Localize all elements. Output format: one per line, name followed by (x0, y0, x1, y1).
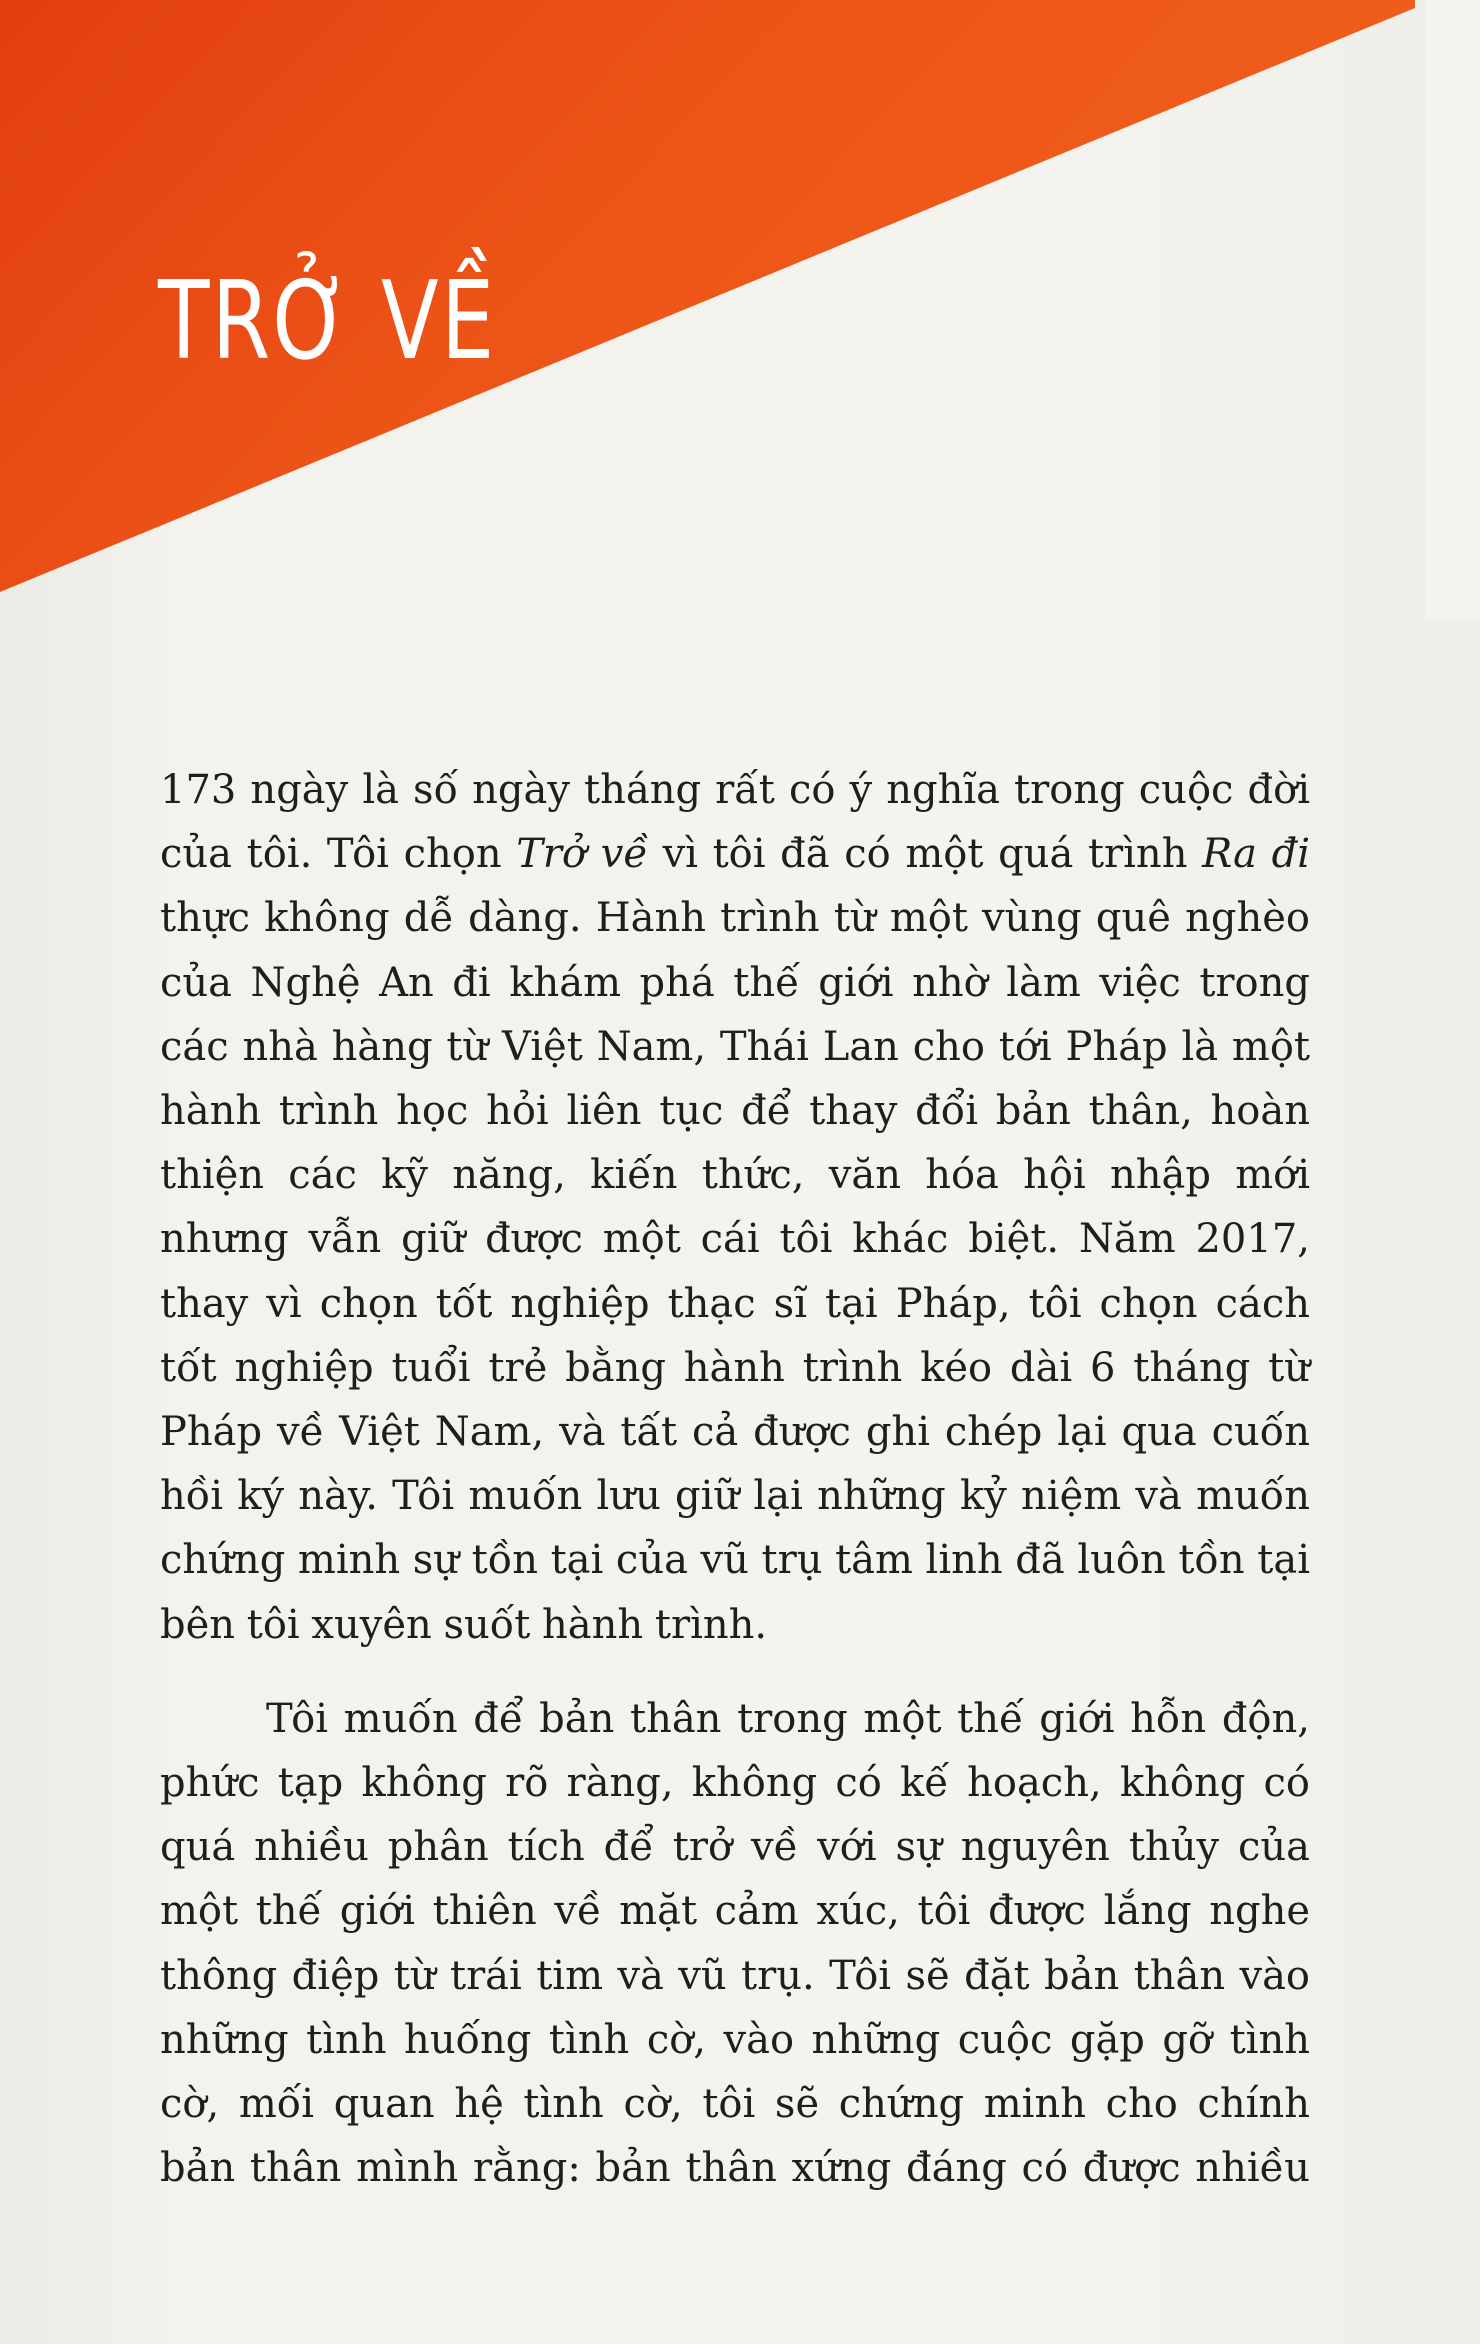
text-line: thực không dễ dàng. Hành trình từ một vùng quê nghèo (160, 895, 1310, 942)
text-line: Pháp về Việt Nam, và tất cả được ghi chép lại qua cuốn (160, 1409, 1310, 1456)
italic-term-ra-di: Ra đi (1202, 831, 1311, 878)
text-line: chứng minh sự tồn tại của vũ trụ tâm linh đã luôn tồn tại (160, 1537, 1310, 1584)
body-text (160, 758, 1310, 2200)
text-line: phức tạp không rõ ràng, không có kế hoạch, không có (160, 1760, 1310, 1807)
text-line: hồi ký này. Tôi muốn lưu giữ lại những kỷ niệm và muốn (160, 1473, 1310, 1520)
text-line: bản thân mình rằng: bản thân xứng đáng có được nhiều (160, 2145, 1310, 2192)
text-line: của Nghệ An đi khám phá thế giới nhờ làm việc trong (160, 959, 1310, 1006)
text-line: Tôi muốn để bản thân trong một thế giới hỗn độn, (266, 1695, 1310, 1742)
paragraph-2 (160, 1687, 1310, 2201)
text-line: 173 ngày là số ngày tháng rất có ý nghĩa trong cuộc đời (160, 767, 1310, 813)
text-line: thông điệp từ trái tim và vũ trụ. Tôi sẽ đặt bản thân vào (160, 1952, 1310, 1999)
italic-term-tro-ve: Trở về (516, 831, 648, 878)
text-line: những tình huống tình cờ, vào những cuộc gặp gỡ tình (160, 2016, 1310, 2063)
chapter-title: TRỞ VỀ (158, 259, 497, 384)
text-line: tốt nghiệp tuổi trẻ bằng hành trình kéo dài 6 tháng từ (160, 1344, 1310, 1391)
text-line: cờ, mối quan hệ tình cờ, tôi sẽ chứng minh cho chính (160, 2081, 1310, 2128)
text-line: nhưng vẫn giữ được một cái tôi khác biệt. Năm 2017, (160, 1216, 1310, 1263)
text-line: thiện các kỹ năng, kiến thức, văn hóa hội nhập mới (160, 1152, 1310, 1199)
paragraph-1 (160, 758, 1310, 1657)
text-line: của tôi. Tôi chọn Trở về vì tôi đã có một quá trình Ra đi (160, 831, 1311, 878)
text-line: thay vì chọn tốt nghiệp thạc sĩ tại Pháp, tôi chọn cách (160, 1280, 1310, 1327)
text-line: quá nhiều phân tích để trở về với sự nguyên thủy của (160, 1824, 1310, 1871)
text-line: bên tôi xuyên suốt hành trình. (160, 1601, 768, 1648)
text-line: các nhà hàng từ Việt Nam, Thái Lan cho tới Pháp là một (160, 1023, 1310, 1070)
text-line: hành trình học hỏi liên tục để thay đổi bản thân, hoàn (160, 1088, 1310, 1135)
text-line: một thế giới thiên về mặt cảm xúc, tôi được lắng nghe (160, 1888, 1310, 1935)
paragraph-gap (160, 1657, 1310, 1687)
